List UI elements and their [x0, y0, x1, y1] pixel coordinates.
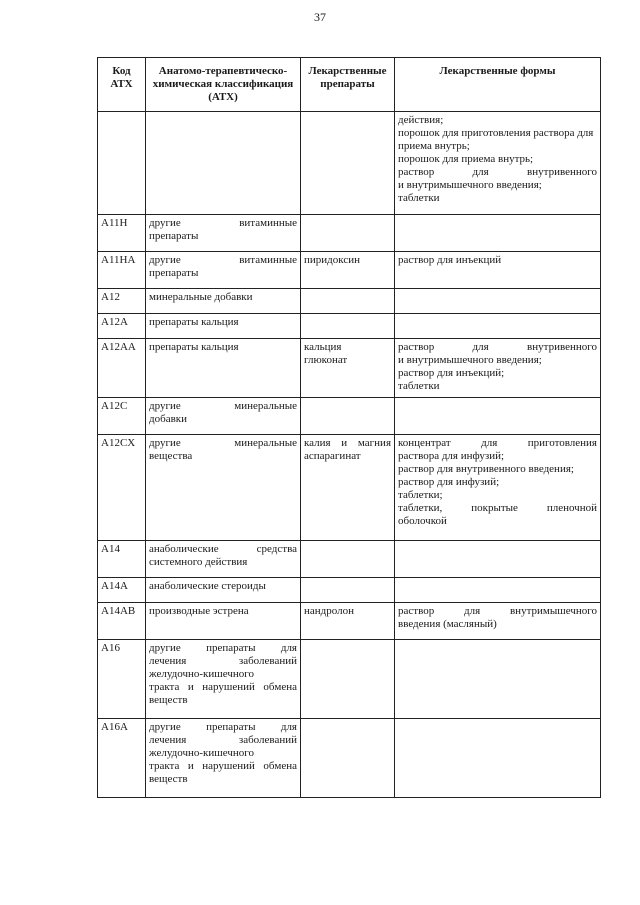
forms-line: раствор для внутривенного: [398, 341, 597, 353]
table-row: [98, 215, 601, 252]
classification-line: добавки: [149, 413, 188, 425]
drug-line: калия и магния: [304, 437, 391, 449]
classification-line: минеральные добавки: [149, 291, 253, 303]
header-code: Код АТХ: [98, 58, 146, 112]
cell-classification: [146, 314, 301, 339]
cell-forms: [395, 215, 601, 252]
table-row: [98, 339, 601, 398]
page-number: 37: [314, 10, 326, 24]
cell-forms: [395, 398, 601, 435]
classification-line: другие препараты для: [149, 642, 297, 654]
cell-forms: [395, 578, 601, 603]
forms-line: порошок для приготовления раствора для приема внутрь;: [398, 127, 594, 152]
cell-drug: [301, 719, 395, 798]
cell-drug: [301, 289, 395, 314]
cell-classification: [146, 435, 301, 541]
classification-line: желудочно-кишечного: [149, 668, 254, 680]
drug-line: кальция: [304, 341, 342, 353]
table-row: [98, 541, 601, 578]
drug-line: нандролон: [304, 605, 354, 617]
forms-line: и внутримышечного введения;: [398, 179, 542, 191]
cell-drug: [301, 215, 395, 252]
cell-forms: [395, 339, 601, 398]
cell-code: A12AA: [98, 339, 146, 398]
table-row: [98, 603, 601, 640]
cell-code: A12CX: [98, 435, 146, 541]
cell-forms: [395, 314, 601, 339]
cell-drug: [301, 398, 395, 435]
cell-classification: [146, 603, 301, 640]
table-body: [98, 112, 601, 798]
forms-line: таблетки, покрытые пленочной: [398, 502, 597, 514]
forms-line: действия;: [398, 114, 444, 126]
header-classification: Анатомо-терапевтическо-химическая классификация (АТХ): [146, 58, 301, 112]
cell-code: A12C: [98, 398, 146, 435]
cell-drug: [301, 603, 395, 640]
cell-code: A14AB: [98, 603, 146, 640]
forms-line: концентрат для приготовления: [398, 437, 597, 449]
table-row: [98, 435, 601, 541]
cell-forms: [395, 112, 601, 215]
cell-forms: [395, 252, 601, 289]
header-forms: Лекарственные формы: [395, 58, 601, 112]
forms-line: раствор для инъекций: [398, 254, 502, 266]
forms-line: таблетки: [398, 380, 440, 392]
table-row: [98, 112, 601, 215]
cell-classification: [146, 640, 301, 719]
classification-line: другие минеральные: [149, 400, 297, 412]
table-row: [98, 578, 601, 603]
cell-drug: [301, 640, 395, 719]
header-row: [98, 58, 601, 112]
forms-line: таблетки: [398, 192, 440, 204]
cell-forms: [395, 640, 601, 719]
table-row: [98, 314, 601, 339]
classification-line: тракта и нарушений обмена: [149, 760, 297, 772]
drug-line: пиридоксин: [304, 254, 360, 266]
table-row: [98, 398, 601, 435]
cell-classification: [146, 541, 301, 578]
classification-line: анаболические стероиды: [149, 580, 266, 592]
forms-line: раствор для внутримышечного: [398, 605, 597, 617]
cell-code: A16A: [98, 719, 146, 798]
cell-forms: [395, 289, 601, 314]
classification-line: веществ: [149, 773, 188, 785]
forms-line: и внутримышечного введения;: [398, 354, 542, 366]
table-header: [98, 58, 601, 112]
drug-line: глюконат: [304, 354, 348, 366]
table-row: [98, 719, 601, 798]
classification-line: препараты: [149, 230, 199, 242]
cell-classification: [146, 215, 301, 252]
drug-line: аспарагинат: [304, 450, 361, 462]
classification-line: лечения заболеваний: [149, 655, 297, 667]
classification-line: лечения заболеваний: [149, 734, 297, 746]
cell-code: A12: [98, 289, 146, 314]
cell-classification: [146, 339, 301, 398]
cell-code: A11H: [98, 215, 146, 252]
table-row: [98, 289, 601, 314]
classification-line: анаболические средства: [149, 543, 297, 555]
cell-code: A14A: [98, 578, 146, 603]
cell-classification: [146, 398, 301, 435]
classification-line: веществ: [149, 694, 188, 706]
cell-forms: [395, 435, 601, 541]
cell-drug: [301, 252, 395, 289]
atc-table: [97, 57, 601, 798]
cell-drug: [301, 314, 395, 339]
cell-code: A11HA: [98, 252, 146, 289]
table-row: [98, 252, 601, 289]
cell-forms: [395, 603, 601, 640]
forms-line: раствор для внутривенного введения;: [398, 463, 574, 475]
forms-line: таблетки;: [398, 489, 443, 501]
classification-line: препараты кальция: [149, 341, 239, 353]
classification-line: вещества: [149, 450, 193, 462]
cell-classification: [146, 112, 301, 215]
cell-drug: [301, 112, 395, 215]
cell-code: A12A: [98, 314, 146, 339]
forms-line: раствор для внутривенного: [398, 166, 597, 178]
forms-line: порошок для приема внутрь;: [398, 153, 534, 165]
forms-line: раствор для инфузий;: [398, 476, 500, 488]
cell-drug: [301, 541, 395, 578]
forms-line: раствор для инъекций;: [398, 367, 505, 379]
cell-forms: [395, 719, 601, 798]
classification-line: другие препараты для: [149, 721, 297, 733]
classification-line: другие витаминные: [149, 217, 297, 229]
forms-line: введения (масляный): [398, 618, 497, 630]
cell-classification: [146, 719, 301, 798]
cell-code: A16: [98, 640, 146, 719]
forms-line: оболочкой: [398, 515, 447, 527]
cell-forms: [395, 541, 601, 578]
cell-code: [98, 112, 146, 215]
classification-line: другие минеральные: [149, 437, 297, 449]
classification-line: тракта и нарушений обмена: [149, 681, 297, 693]
forms-line: раствора для инфузий;: [398, 450, 505, 462]
cell-drug: [301, 435, 395, 541]
classification-line: другие витаминные: [149, 254, 297, 266]
classification-line: производные эстрена: [149, 605, 249, 617]
cell-code: A14: [98, 541, 146, 578]
cell-classification: [146, 289, 301, 314]
classification-line: препараты кальция: [149, 316, 239, 328]
classification-line: препараты: [149, 267, 199, 279]
cell-classification: [146, 252, 301, 289]
header-drugs: Лекарственные препараты: [301, 58, 395, 112]
classification-line: желудочно-кишечного: [149, 747, 254, 759]
cell-drug: [301, 339, 395, 398]
cell-drug: [301, 578, 395, 603]
table-row: [98, 640, 601, 719]
cell-classification: [146, 578, 301, 603]
classification-line: системного действия: [149, 556, 248, 568]
